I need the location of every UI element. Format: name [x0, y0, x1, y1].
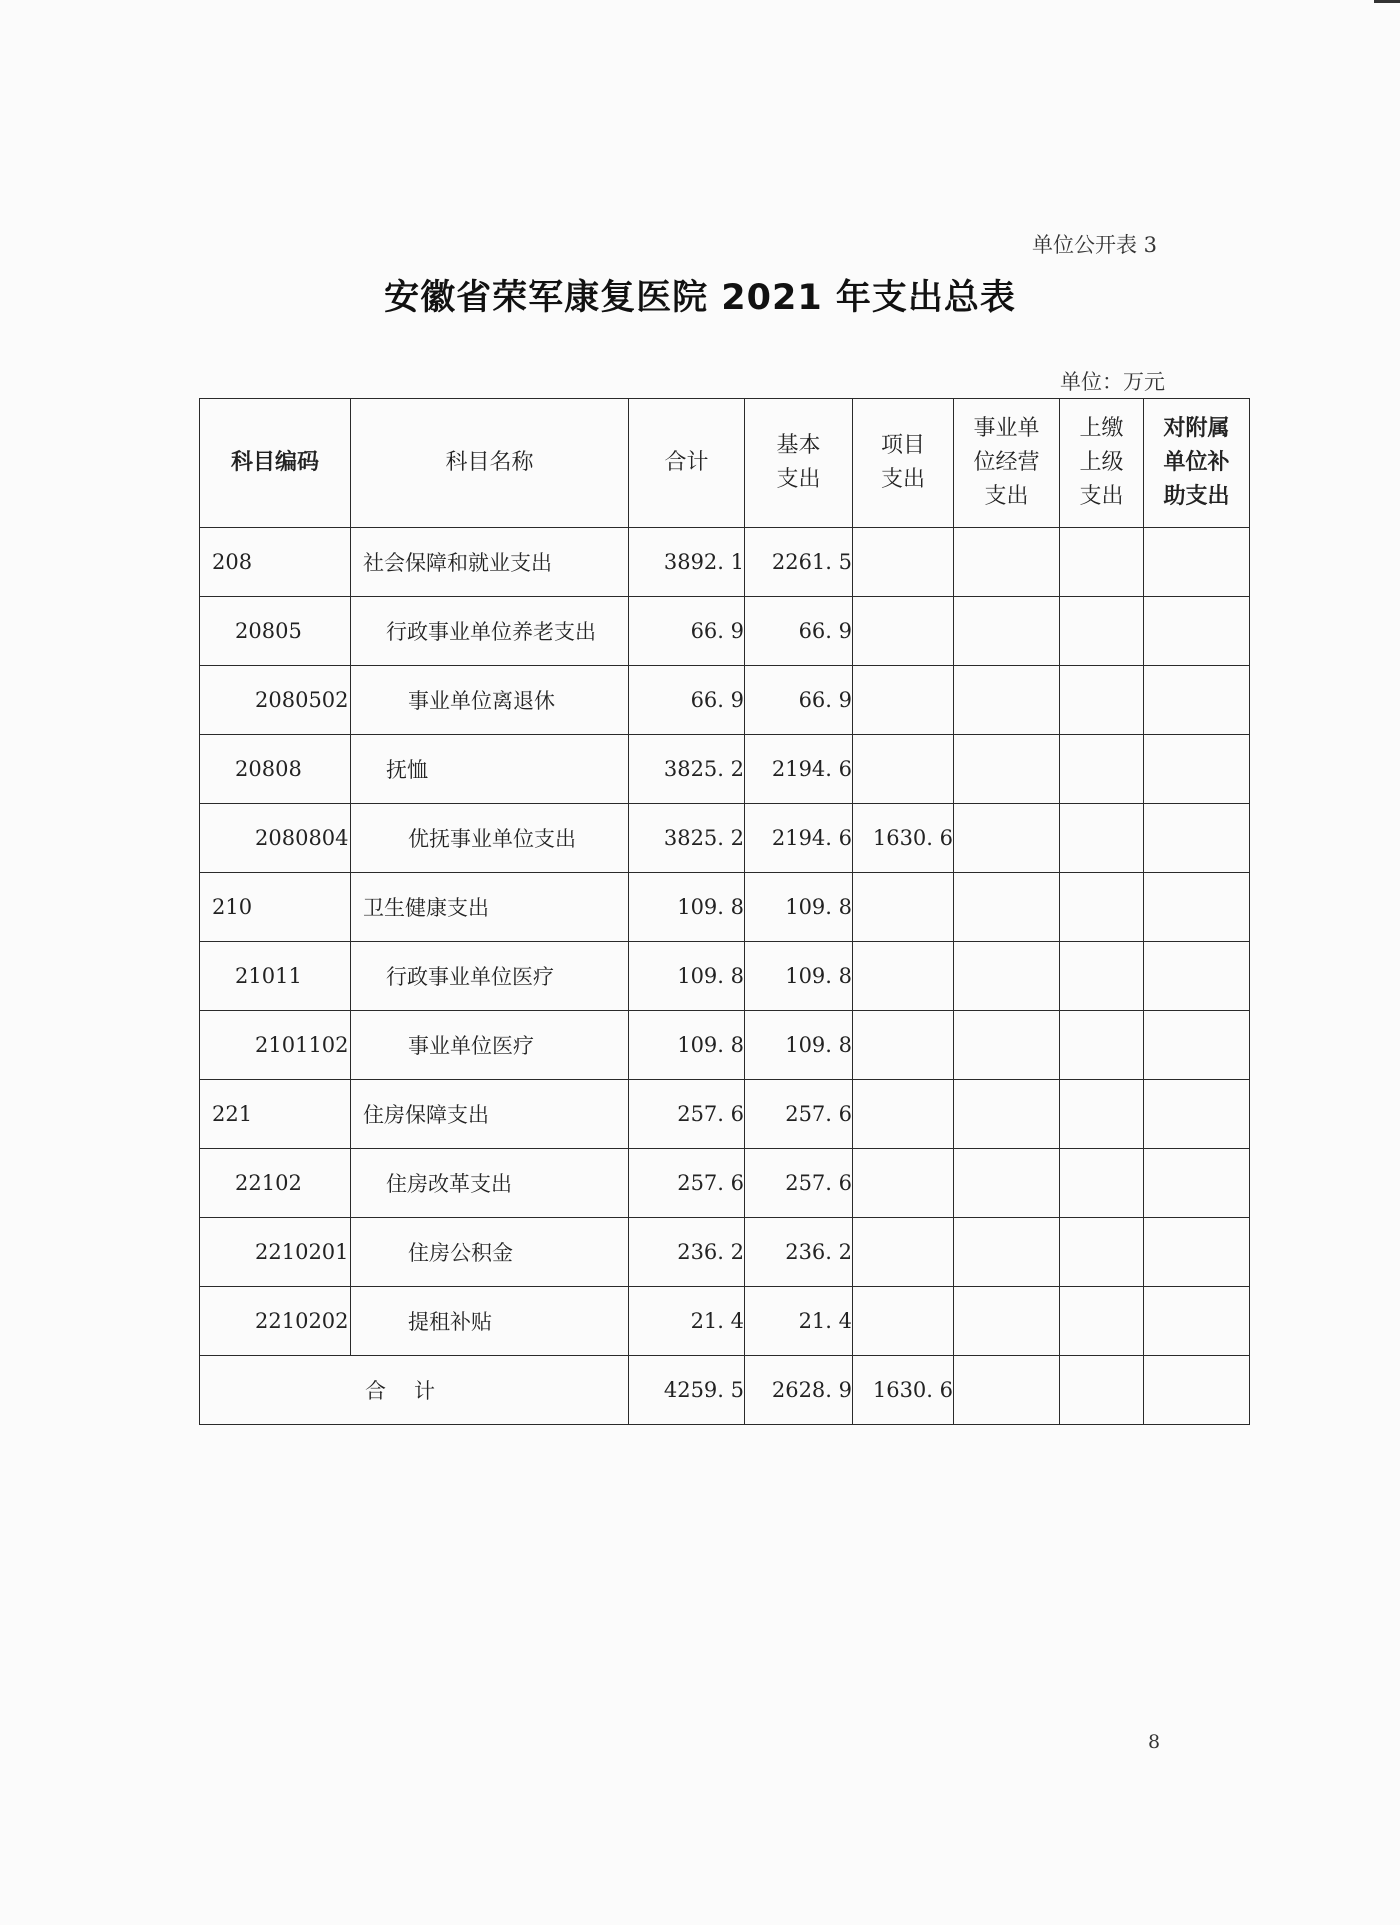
header-project: 项目 支出	[853, 399, 954, 528]
cell-name: 卫生健康支出	[351, 873, 629, 942]
cell-subsidiary	[1144, 597, 1250, 666]
cell-basic: 66. 9	[745, 666, 853, 735]
cell-superior	[1060, 666, 1144, 735]
table-body	[200, 528, 1250, 1425]
cell-name: 事业单位离退休	[351, 666, 629, 735]
cell-basic: 2261. 5	[745, 528, 853, 597]
cell-total: 109. 8	[629, 1011, 745, 1080]
table-row	[200, 666, 1250, 735]
form-id: 单位公开表 3	[1031, 233, 1157, 257]
header-code: 科目编码	[200, 399, 351, 528]
cell-project	[853, 873, 954, 942]
cell-business	[954, 1011, 1060, 1080]
cell-project	[853, 597, 954, 666]
cell-subsidiary	[1144, 873, 1250, 942]
header-business: 事业单 位经营 支出	[954, 399, 1060, 528]
cell-code: 22102	[200, 1149, 351, 1218]
cell-subsidiary	[1144, 1287, 1250, 1356]
table-row	[200, 873, 1250, 942]
cell-superior	[1060, 528, 1144, 597]
cell-subsidiary	[1144, 1149, 1250, 1218]
cell-project	[853, 1011, 954, 1080]
cell-business	[954, 942, 1060, 1011]
table-row	[200, 1218, 1250, 1287]
cell-total: 3825. 2	[629, 735, 745, 804]
total-row	[200, 1356, 1250, 1425]
cell-basic: 66. 9	[745, 597, 853, 666]
cell-subsidiary	[1144, 1080, 1250, 1149]
table-row	[200, 528, 1250, 597]
table-row	[200, 1080, 1250, 1149]
cell-superior	[1060, 1218, 1144, 1287]
cell-superior	[1060, 1287, 1144, 1356]
cell-superior	[1060, 873, 1144, 942]
cell-total: 66. 9	[629, 666, 745, 735]
table-row	[200, 804, 1250, 873]
cell-project	[853, 666, 954, 735]
cell-name: 社会保障和就业支出	[351, 528, 629, 597]
cell-superior	[1060, 735, 1144, 804]
table-row	[200, 942, 1250, 1011]
cell-superior	[1060, 597, 1144, 666]
cell-business	[954, 1218, 1060, 1287]
table-row	[200, 1287, 1250, 1356]
cell-code: 20805	[200, 597, 351, 666]
cell-project: 1630. 6	[853, 804, 954, 873]
cell-business	[954, 1149, 1060, 1218]
cell-project: 1630. 6	[853, 1356, 954, 1425]
cell-project	[853, 942, 954, 1011]
cell-subsidiary	[1144, 666, 1250, 735]
expenditure-table	[199, 398, 1250, 1425]
cell-subsidiary	[1144, 1011, 1250, 1080]
cell-basic: 2194. 6	[745, 735, 853, 804]
total-label: 合计	[200, 1356, 629, 1425]
cell-name: 住房保障支出	[351, 1080, 629, 1149]
cell-subsidiary	[1144, 804, 1250, 873]
table-row	[200, 597, 1250, 666]
cell-business	[954, 735, 1060, 804]
cell-code: 208	[200, 528, 351, 597]
cell-project	[853, 735, 954, 804]
cell-name: 优抚事业单位支出	[351, 804, 629, 873]
cell-business	[954, 873, 1060, 942]
cell-business	[954, 804, 1060, 873]
cell-total: 236. 2	[629, 1218, 745, 1287]
cell-business	[954, 528, 1060, 597]
header-superior: 上缴 上级 支出	[1060, 399, 1144, 528]
cell-superior	[1060, 1080, 1144, 1149]
header-name: 科目名称	[351, 399, 629, 528]
cell-code: 21011	[200, 942, 351, 1011]
cell-name: 行政事业单位养老支出	[351, 597, 629, 666]
table-header	[200, 399, 1250, 528]
cell-name: 抚恤	[351, 735, 629, 804]
cell-total: 66. 9	[629, 597, 745, 666]
table-row	[200, 735, 1250, 804]
cell-code: 20808	[200, 735, 351, 804]
cell-subsidiary	[1144, 1218, 1250, 1287]
cell-total: 257. 6	[629, 1080, 745, 1149]
cell-basic: 2628. 9	[745, 1356, 853, 1425]
cell-code: 2080804	[200, 804, 351, 873]
cell-code: 2210202	[200, 1287, 351, 1356]
cell-project	[853, 1218, 954, 1287]
cell-name: 住房改革支出	[351, 1149, 629, 1218]
cell-superior	[1060, 1356, 1144, 1425]
cell-total: 109. 8	[629, 942, 745, 1011]
page-number: 8	[1148, 1731, 1161, 1753]
cell-total: 3825. 2	[629, 804, 745, 873]
cell-name: 事业单位医疗	[351, 1011, 629, 1080]
cell-total: 109. 8	[629, 873, 745, 942]
cell-basic: 109. 8	[745, 942, 853, 1011]
cell-business	[954, 1356, 1060, 1425]
cell-basic: 21. 4	[745, 1287, 853, 1356]
cell-superior	[1060, 1011, 1144, 1080]
cell-project	[853, 1149, 954, 1218]
cell-project	[853, 1287, 954, 1356]
cell-basic: 109. 8	[745, 1011, 853, 1080]
cell-business	[954, 666, 1060, 735]
cell-basic: 2194. 6	[745, 804, 853, 873]
cell-basic: 257. 6	[745, 1080, 853, 1149]
header-total: 合计	[629, 399, 745, 528]
cell-business	[954, 1080, 1060, 1149]
cell-business	[954, 1287, 1060, 1356]
page-title: 安徽省荣军康复医院 2021 年支出总表	[384, 278, 1016, 318]
cell-basic: 109. 8	[745, 873, 853, 942]
cell-total: 21. 4	[629, 1287, 745, 1356]
unit-label: 单位：万元	[1060, 370, 1165, 394]
cell-basic: 236. 2	[745, 1218, 853, 1287]
cell-superior	[1060, 942, 1144, 1011]
cell-total: 4259. 5	[629, 1356, 745, 1425]
cell-project	[853, 528, 954, 597]
cell-subsidiary	[1144, 1356, 1250, 1425]
cell-subsidiary	[1144, 528, 1250, 597]
header-basic: 基本 支出	[745, 399, 853, 528]
table-row	[200, 1011, 1250, 1080]
cell-subsidiary	[1144, 735, 1250, 804]
cell-name: 住房公积金	[351, 1218, 629, 1287]
cell-subsidiary	[1144, 942, 1250, 1011]
cell-code: 2101102	[200, 1011, 351, 1080]
cell-business	[954, 597, 1060, 666]
cell-project	[853, 1080, 954, 1149]
scan-corner-mark	[1374, 0, 1400, 3]
cell-total: 257. 6	[629, 1149, 745, 1218]
cell-basic: 257. 6	[745, 1149, 853, 1218]
cell-superior	[1060, 804, 1144, 873]
cell-code: 210	[200, 873, 351, 942]
table-row	[200, 1149, 1250, 1218]
header-subsidiary: 对附属 单位补 助支出	[1144, 399, 1250, 528]
cell-total: 3892. 1	[629, 528, 745, 597]
cell-name: 行政事业单位医疗	[351, 942, 629, 1011]
cell-code: 2080502	[200, 666, 351, 735]
cell-name: 提租补贴	[351, 1287, 629, 1356]
cell-code: 2210201	[200, 1218, 351, 1287]
cell-code: 221	[200, 1080, 351, 1149]
cell-superior	[1060, 1149, 1144, 1218]
